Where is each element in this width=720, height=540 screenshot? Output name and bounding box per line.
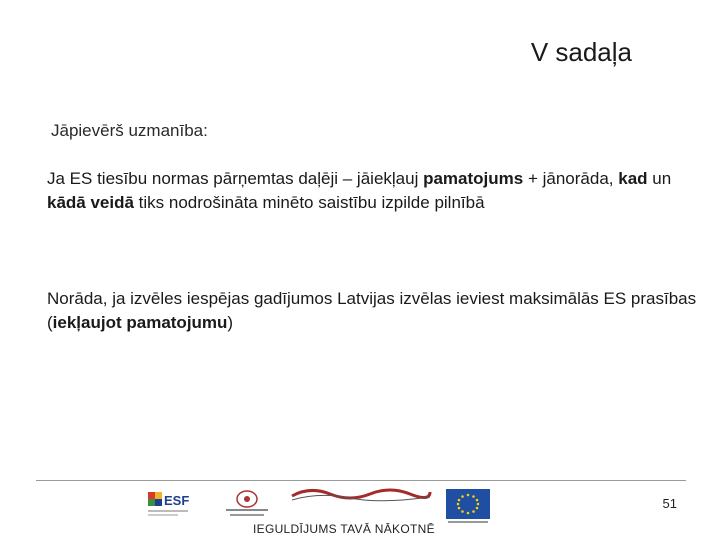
svg-text:ESF: ESF	[164, 493, 190, 508]
paragraph-text: un	[647, 169, 672, 188]
slide-title: V sadaļa	[530, 37, 632, 67]
paragraph-text: tiks nodrošināta minēto saistību izpilde pilnībā	[133, 193, 485, 212]
emphasis-text: iekļaujot pamatojumu	[52, 313, 228, 332]
paragraph-optional-requirements	[47, 287, 697, 335]
emphasis-text: kādā veidā	[47, 193, 134, 212]
emphasis-text: kad	[618, 169, 648, 188]
esf-logo-icon	[146, 488, 194, 522]
paragraph-text: )	[227, 313, 234, 332]
attention-label: Jāpievērš uzmanība:	[51, 121, 208, 140]
paragraph-text: Ja ES tiesību normas pārņemtas daļēji – jāiekļauj	[47, 169, 424, 188]
sif-logo-icon	[290, 486, 432, 506]
valsts-kanceleja-logo-icon	[218, 487, 276, 523]
paragraph-partial-transposition	[47, 167, 697, 215]
footer-tagline: IEGULDĪJUMS TAVĀ NĀKOTNĒ	[253, 522, 435, 536]
footer-divider	[36, 480, 686, 481]
emphasis-text: pamatojums	[423, 169, 524, 188]
paragraph-text: Norāda, ja izvēles iespējas gadījumos Latvijas izvēlas ieviest maksimālās ES prasības (	[47, 289, 697, 332]
eu-flag-logo-icon	[446, 489, 490, 525]
page-number: 51	[662, 496, 677, 511]
paragraph-text: + jānorāda,	[523, 169, 619, 188]
